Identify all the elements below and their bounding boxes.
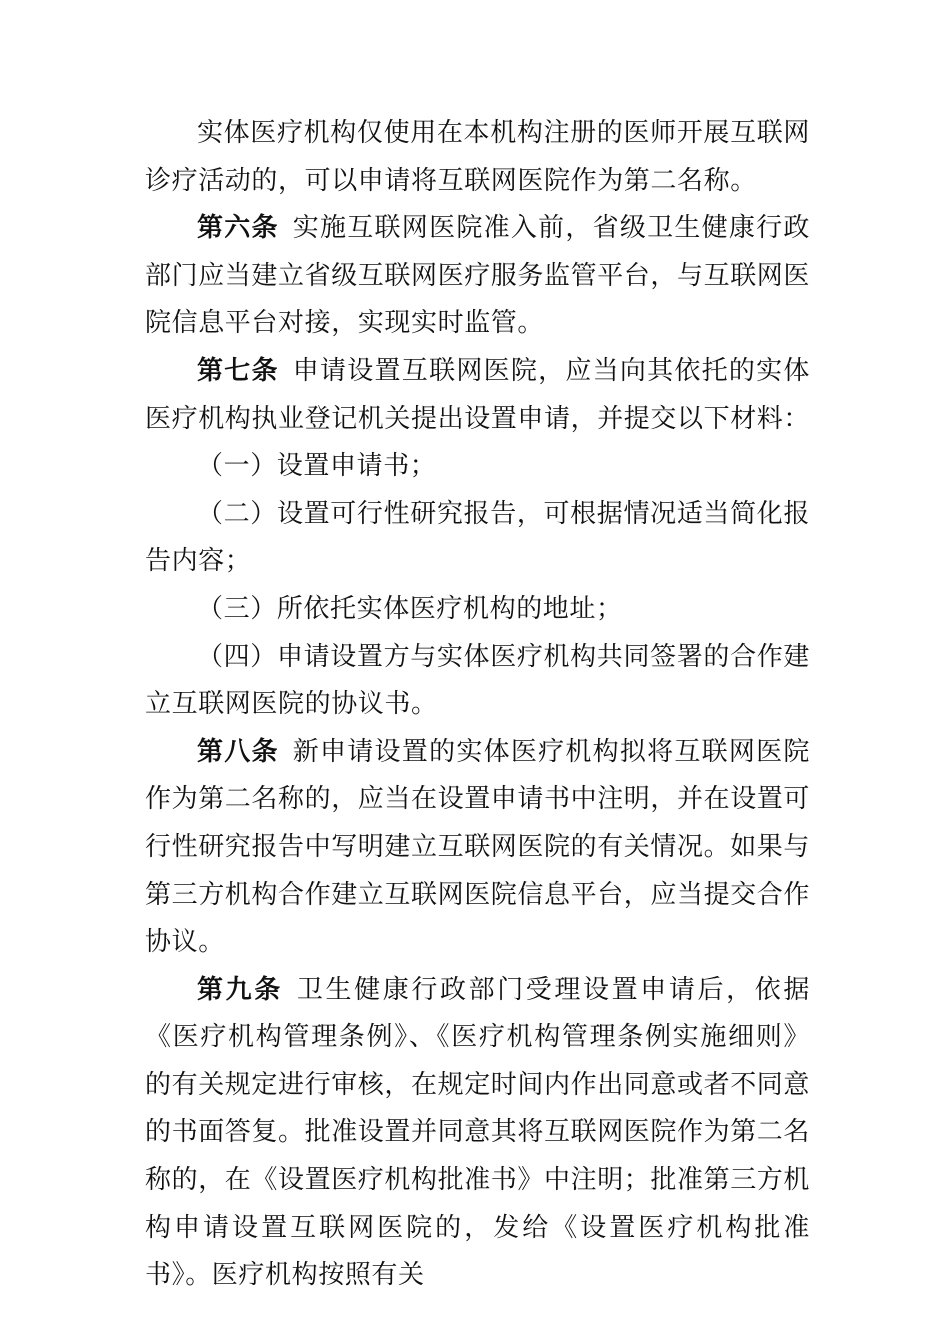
list-item-4-text: （四）申请设置方与实体医疗机构共同签署的合作建立互联网医院的协议书。 <box>145 641 810 720</box>
article-9-text: 卫生健康行政部门受理设置申请后，依据《医疗机构管理条例》、《医疗机构管理条例实施细则》的有关规定进行审核，在规定时间内作出同意或者不同意的书面答复。批准设置并同意其将互联网医院作为第二名称的，在《设置医疗机构批准书》中注明；批准第三方机构申请设置互联网医院的，发给《设置医疗机构批准书》。医疗机构按照有关 <box>145 974 811 1291</box>
paragraph-1 <box>145 110 810 205</box>
list-item-3-text: （三）所依托实体医疗机构的地址； <box>197 593 623 624</box>
paragraph-1-text: 实体医疗机构仅使用在本机构注册的医师开展互联网诊疗活动的，可以申请将互联网医院作为第二名称。 <box>145 118 810 196</box>
article-6-number: 第六条 <box>197 213 279 244</box>
article-7-text: 申请设置互联网医院，应当向其依托的实体医疗机构执业登记机关提出设置申请，并提交以下材料： <box>145 355 811 434</box>
list-item-2-text: （二）设置可行性研究报告，可根据情况适当简化报告内容； <box>145 498 810 577</box>
article-9 <box>145 967 810 1300</box>
list-item-2 <box>145 491 810 586</box>
article-8-number: 第八条 <box>197 736 279 767</box>
article-6 <box>145 205 810 348</box>
list-item-4 <box>145 634 810 729</box>
article-7-number: 第七条 <box>197 355 279 386</box>
article-8 <box>145 729 810 967</box>
article-6-text: 实施互联网医院准入前，省级卫生健康行政部门应当建立省级互联网医疗服务监管平台，与互联网医院信息平台对接，实现实时监管。 <box>145 213 811 339</box>
document-page <box>145 110 810 1300</box>
list-item-1 <box>145 443 810 491</box>
list-item-3 <box>145 586 810 634</box>
article-9-number: 第九条 <box>197 974 283 1005</box>
list-item-1-text: （一）设置申请书； <box>197 451 437 482</box>
article-8-text: 新申请设置的实体医疗机构拟将互联网医院作为第二名称的，应当在设置申请书中注明，并在设置可行性研究报告中写明建立互联网医院的有关情况。如果与第三方机构合作建立互联网医院信息平台，应当提交合作协议。 <box>145 736 811 958</box>
article-7 <box>145 348 810 443</box>
